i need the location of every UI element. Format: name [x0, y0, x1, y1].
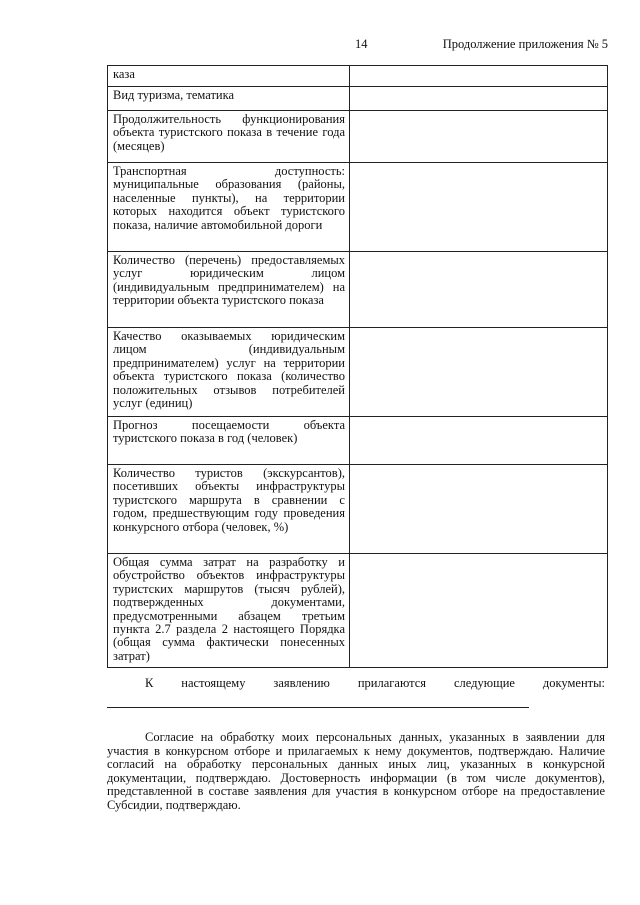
row-value-field[interactable]	[350, 87, 608, 111]
row-value-field[interactable]	[350, 417, 608, 465]
page-number: 14	[355, 37, 368, 51]
row-label: Транспортная доступность: муниципальные образования (районы, населенные пункты), на территории которых находится объект туристского показа, наличие автомобильной дороги	[108, 163, 350, 252]
attachments-fill-line[interactable]	[107, 707, 529, 708]
row-value-field[interactable]	[350, 554, 608, 668]
table-row	[108, 66, 608, 87]
table-row	[108, 252, 608, 328]
attachments-statement: К настоящему заявлению прилагаются следующие документы:	[145, 676, 605, 690]
personal-data-consent-paragraph: Согласие на обработку моих персональных данных, указанных в заявлении для участия в конкурсном отборе и прилагаемых к нему документов, подтверждаю. Наличие согласий на обработку персональных данных иных лиц, указанных в конкурсной документации, подтверждаю. Достоверность информации (в том числе документов), представленной в составе заявления для участия в конкурсном отборе на предоставление Субсидии, подтверждаю.	[107, 730, 605, 812]
table-row	[108, 554, 608, 668]
row-label: Прогноз посещаемости объекта туристского показа в год (человек)	[108, 417, 350, 465]
row-value-field[interactable]	[350, 111, 608, 163]
row-label: Вид туризма, тематика	[108, 87, 350, 111]
row-label: Продолжительность функционирования объекта туристского показа в течение года (месяцев)	[108, 111, 350, 163]
row-label: Общая сумма затрат на разработку и обустройство объектов инфраструктуры туристских маршрутов (тысяч рублей), подтвержденных документами, предусмотренными абзацем третьим пункта 2.7 раздела 2 настоящего Порядка (общая сумма фактически понесенных затрат)	[108, 554, 350, 668]
row-value-field[interactable]	[350, 328, 608, 417]
table-row	[108, 87, 608, 111]
appendix-continuation-label: Продолжение приложения № 5	[442, 37, 608, 51]
table-row	[108, 163, 608, 252]
table-row	[108, 328, 608, 417]
row-value-field[interactable]	[350, 252, 608, 328]
row-value-field[interactable]	[350, 163, 608, 252]
row-label: Количество (перечень) предоставляемых услуг юридическим лицом (индивидуальным предпринимателем) на территории объекта туристского показа	[108, 252, 350, 328]
row-label: Качество оказываемых юридическим лицом (индивидуальным предпринимателем) услуг на территории объекта туристского показа (количество положительных отзывов потребителей услуг (единиц)	[108, 328, 350, 417]
application-form-table	[107, 65, 608, 668]
row-label: Количество туристов (экскурсантов), посетивших объекты инфраструктуры туристского маршрута в сравнении с годом, предшествующим году проведения конкурсного отбора (человек, %)	[108, 465, 350, 554]
row-label: каза	[108, 66, 350, 87]
table-row	[108, 111, 608, 163]
table-row	[108, 465, 608, 554]
page-header	[0, 37, 640, 55]
table-row	[108, 417, 608, 465]
row-value-field[interactable]	[350, 465, 608, 554]
row-value-field[interactable]	[350, 66, 608, 87]
